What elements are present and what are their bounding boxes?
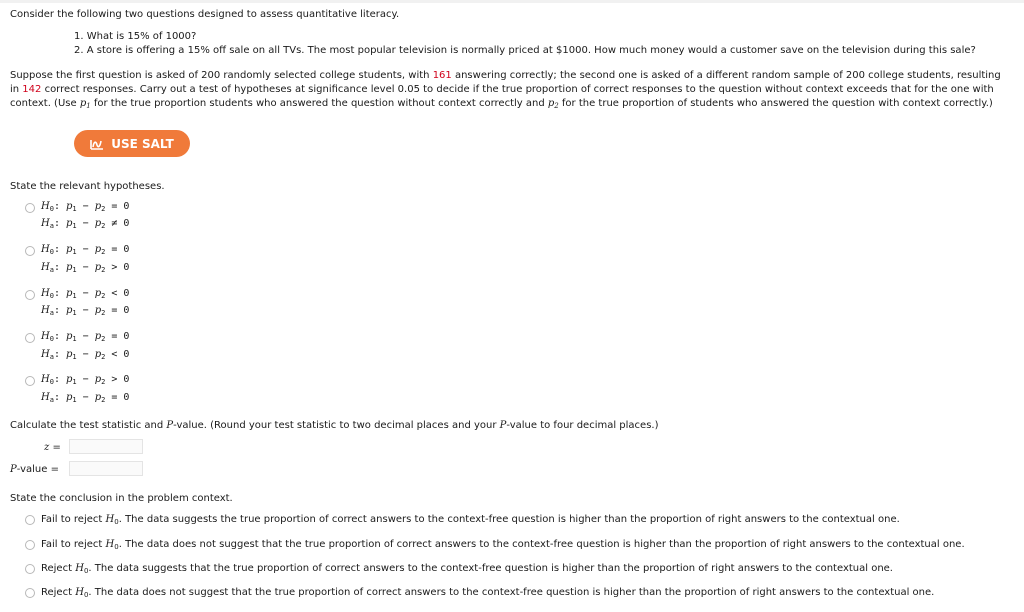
h0-line-1: $H_0$: $p_1 - p_2 = 0$	[41, 201, 130, 213]
p-value-input[interactable]	[70, 462, 142, 475]
hypothesis-radio-3[interactable]	[25, 290, 35, 300]
question-1	[74, 31, 196, 43]
conclusion-option-3: Reject $H_0$. The data suggests that the true proportion of correct answers to the context-free question is higher than the proportion of right answers to the contextual one.	[41, 563, 893, 575]
conclusion-option-1: Fail to reject $H_0$. The data suggests the true proportion of correct answers to the context-free question is higher than the proportion of right answers to the contextual one.	[41, 514, 900, 526]
p-value-input-field[interactable]	[69, 461, 143, 476]
salt-icon	[90, 138, 104, 150]
intro-text: Consider the following two questions designed to assess quantitative literacy.	[10, 9, 400, 20]
p-value-label: P-value =	[10, 464, 59, 475]
hypothesis-radio-1[interactable]	[25, 203, 35, 213]
problem-setup	[10, 69, 1014, 113]
hypothesis-radio-4[interactable]	[25, 333, 35, 343]
hypothesis-radio-2[interactable]	[25, 246, 35, 256]
h0-line-5: $H_0$: $p_1 - p_2 > 0$	[41, 374, 130, 386]
ha-line-2: $H_a$: $p_1 - p_2 > 0$	[41, 262, 130, 274]
conclusion-radio-4[interactable]	[25, 588, 35, 598]
question-text: What is 15% of 1000?	[86, 31, 197, 42]
use-salt-label: USE SALT	[111, 136, 174, 151]
sample-correct-2: 142	[22, 84, 42, 95]
setup-text: correct responses. Carry out a test of hypotheses at significance level 0.05 to decide if the true proportion of correct responses to the question without context exceeds that for the one with	[41, 84, 994, 95]
question-number: 2.	[74, 45, 84, 56]
ha-line-5: $H_a$: $p_1 - p_2 = 0$	[41, 392, 130, 404]
conclusion-option-2: Fail to reject $H_0$. The data does not suggest that the true proportion of correct answers to the context-free question is higher than the proportion of right answers to the contextual one.	[41, 539, 965, 551]
z-label: z =	[44, 442, 61, 453]
setup-text: for the true proportion of students who answered the question with context correctly.)	[558, 98, 993, 109]
question-2	[74, 45, 976, 57]
p1-symbol: $p_1$	[79, 98, 91, 110]
ha-line-3: $H_a$: $p_1 - p_2 = 0$	[41, 305, 130, 317]
calculate-prompt: Calculate the test statistic and P-value. (Round your test statistic to two decimal places and your P-value to four decimal places.)	[10, 420, 659, 431]
ha-line-4: $H_a$: $p_1 - p_2 < 0$	[41, 349, 130, 361]
h0-line-3: $H_0$: $p_1 - p_2 < 0$	[41, 288, 130, 300]
setup-text: answering correctly; the second one is asked of a different random sample of 200 college students, resulting	[451, 70, 1001, 81]
h0-line-4: $H_0$: $p_1 - p_2 = 0$	[41, 331, 130, 343]
setup-text: for the true proportion students who answered the question without context correctly and	[90, 98, 548, 109]
conclusion-prompt: State the conclusion in the problem context.	[10, 493, 233, 504]
hypothesis-radio-5[interactable]	[25, 376, 35, 386]
h0-line-2: $H_0$: $p_1 - p_2 = 0$	[41, 244, 130, 256]
conclusion-radio-2[interactable]	[25, 540, 35, 550]
use-salt-button[interactable]	[74, 130, 190, 157]
conclusion-option-4: Reject $H_0$. The data does not suggest that the true proportion of correct answers to the context-free question is higher than the proportion of right answers to the contextual one.	[41, 587, 935, 599]
setup-text: context. (Use	[10, 98, 80, 109]
z-input-field[interactable]	[69, 439, 143, 454]
hypotheses-prompt: State the relevant hypotheses.	[10, 181, 165, 192]
top-border	[0, 0, 1024, 3]
p2-symbol: $p_2$	[547, 98, 559, 110]
sample-correct-1: 161	[432, 70, 452, 81]
setup-text: Suppose the first question is asked of 200 randomly selected college students, with	[10, 70, 433, 81]
setup-text: in	[10, 84, 23, 95]
question-text: A store is offering a 15% off sale on all TVs. The most popular television is normally priced at $1000. How much money would a customer save on the television during this sale?	[86, 45, 976, 56]
ha-line-1: $H_a$: $p_1 - p_2 \ne 0$	[41, 218, 130, 230]
conclusion-radio-3[interactable]	[25, 564, 35, 574]
conclusion-radio-1[interactable]	[25, 515, 35, 525]
question-number: 1.	[74, 31, 84, 42]
z-input[interactable]	[70, 440, 142, 453]
